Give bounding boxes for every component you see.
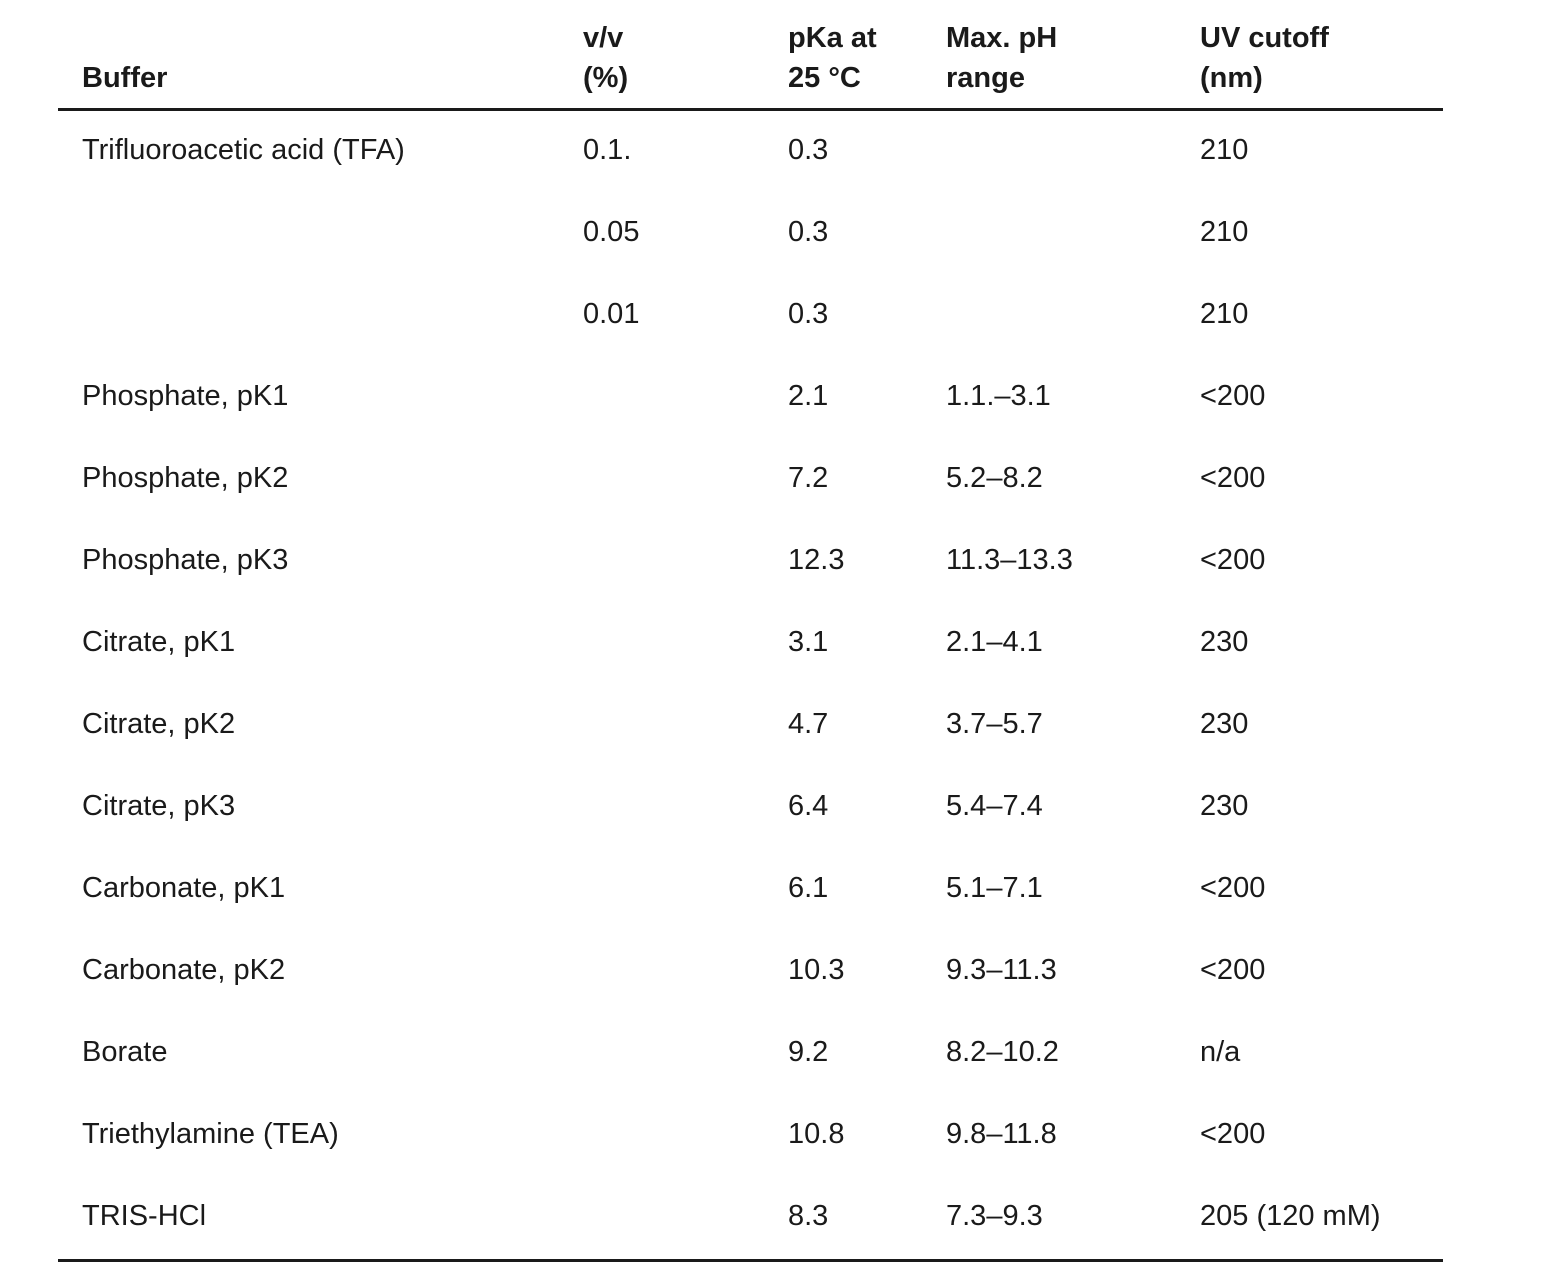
header-uv-cutoff: [1200, 18, 1329, 98]
cell-pka: 6.1: [788, 872, 829, 904]
cell-buffer: Citrate, pK3: [82, 790, 236, 822]
table-row: [58, 193, 1443, 275]
table-row: [58, 275, 1443, 357]
cell-uv-cutoff: n/a: [1200, 1036, 1241, 1068]
table-row: [58, 1095, 1443, 1177]
table-bottom-rule: [58, 1259, 1443, 1262]
cell-ph-range: 11.3–13.3: [946, 544, 1073, 576]
cell-uv-cutoff: 210: [1200, 298, 1249, 330]
cell-pka: 2.1: [788, 380, 829, 412]
header-uv-line1: UV cutoff: [1200, 22, 1329, 54]
header-buffer: [82, 58, 167, 98]
cell-pka: 0.3: [788, 298, 829, 330]
cell-pka: 4.7: [788, 708, 829, 740]
table-row: [58, 931, 1443, 1013]
table-row: [58, 767, 1443, 849]
table-row: [58, 111, 1443, 193]
cell-vv: 0.01: [583, 298, 640, 330]
cell-uv-cutoff: 205 (120 mM): [1200, 1200, 1381, 1232]
header-pka-line1: pKa at: [788, 22, 877, 54]
cell-buffer: Triethylamine (TEA): [82, 1118, 339, 1150]
cell-pka: 0.3: [788, 134, 829, 166]
cell-uv-cutoff: 230: [1200, 790, 1249, 822]
cell-pka: 8.3: [788, 1200, 829, 1232]
table-row: [58, 1013, 1443, 1095]
cell-uv-cutoff: <200: [1200, 872, 1266, 904]
cell-uv-cutoff: 230: [1200, 626, 1249, 658]
cell-buffer: Citrate, pK2: [82, 708, 236, 740]
cell-uv-cutoff: <200: [1200, 1118, 1266, 1150]
cell-buffer: Phosphate, pK3: [82, 544, 289, 576]
cell-ph-range: 9.8–11.8: [946, 1118, 1057, 1150]
cell-buffer: Phosphate, pK1: [82, 380, 289, 412]
cell-pka: 9.2: [788, 1036, 829, 1068]
cell-pka: 0.3: [788, 216, 829, 248]
cell-pka: 10.3: [788, 954, 845, 986]
cell-ph-range: 1.1.–3.1: [946, 380, 1051, 412]
header-pka: [788, 18, 877, 98]
header-ph-line2: range: [946, 62, 1025, 94]
header-ph-line1: Max. pH: [946, 22, 1058, 54]
table-row: [58, 1177, 1443, 1259]
header-vv: [583, 18, 628, 98]
cell-ph-range: 5.4–7.4: [946, 790, 1043, 822]
cell-uv-cutoff: 210: [1200, 216, 1249, 248]
cell-pka: 6.4: [788, 790, 829, 822]
table-row: [58, 521, 1443, 603]
cell-ph-range: 8.2–10.2: [946, 1036, 1059, 1068]
cell-pka: 12.3: [788, 544, 845, 576]
cell-pka: 3.1: [788, 626, 829, 658]
table-row: [58, 849, 1443, 931]
cell-ph-range: 7.3–9.3: [946, 1200, 1043, 1232]
cell-uv-cutoff: 210: [1200, 134, 1249, 166]
cell-buffer: Carbonate, pK2: [82, 954, 286, 986]
table-header: [58, 18, 1443, 111]
cell-ph-range: 2.1–4.1: [946, 626, 1043, 658]
cell-uv-cutoff: 230: [1200, 708, 1249, 740]
table-row: [58, 603, 1443, 685]
cell-ph-range: 5.2–8.2: [946, 462, 1043, 494]
header-uv-line2: (nm): [1200, 62, 1263, 94]
cell-vv: 0.05: [583, 216, 640, 248]
cell-buffer: Citrate, pK1: [82, 626, 236, 658]
header-buffer-label: Buffer: [82, 62, 168, 94]
cell-pka: 10.8: [788, 1118, 845, 1150]
cell-buffer: Carbonate, pK1: [82, 872, 286, 904]
cell-buffer: Borate: [82, 1036, 168, 1068]
header-pka-line2: 25 °C: [788, 62, 861, 94]
cell-buffer: Trifluoroacetic acid (TFA): [82, 134, 405, 166]
cell-uv-cutoff: <200: [1200, 380, 1266, 412]
header-ph-range: [946, 18, 1057, 98]
table-row: [58, 357, 1443, 439]
table-row: [58, 439, 1443, 521]
cell-buffer: Phosphate, pK2: [82, 462, 289, 494]
cell-vv: 0.1.: [583, 134, 632, 166]
table-row: [58, 685, 1443, 767]
table-body: [58, 111, 1443, 1259]
cell-ph-range: 5.1–7.1: [946, 872, 1043, 904]
cell-uv-cutoff: <200: [1200, 462, 1266, 494]
header-vv-line1: v/v: [583, 22, 624, 54]
cell-uv-cutoff: <200: [1200, 954, 1266, 986]
header-vv-line2: (%): [583, 62, 629, 94]
buffer-table: [58, 18, 1443, 1262]
cell-ph-range: 9.3–11.3: [946, 954, 1057, 986]
cell-pka: 7.2: [788, 462, 829, 494]
cell-uv-cutoff: <200: [1200, 544, 1266, 576]
cell-ph-range: 3.7–5.7: [946, 708, 1043, 740]
cell-buffer: TRIS-HCl: [82, 1200, 207, 1232]
